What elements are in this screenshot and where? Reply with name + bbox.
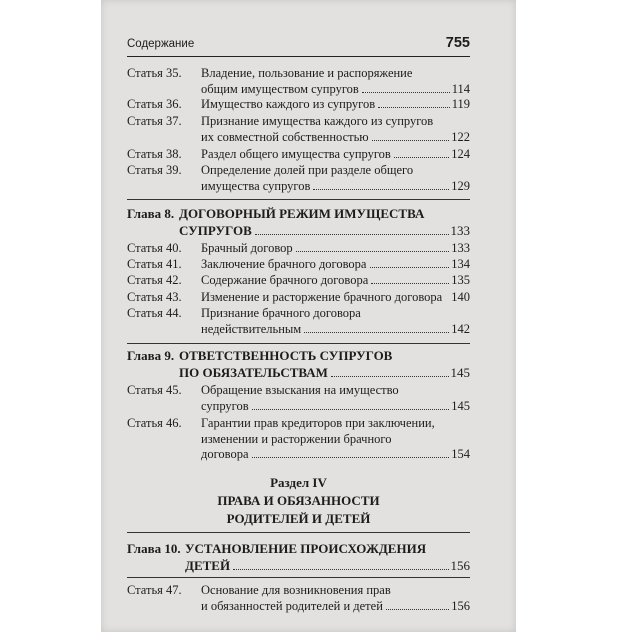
article-title: Обращение взыскания на имущество	[201, 383, 399, 397]
article-title-cont: изменении и расторжении брачного	[201, 431, 392, 446]
page-ref: 142	[451, 321, 470, 336]
section-divider	[127, 343, 470, 344]
page-ref: 124	[451, 147, 470, 161]
page-ref: 114	[451, 81, 470, 96]
dot-leader	[371, 283, 449, 284]
article-number: Статья 46.	[127, 416, 182, 430]
page-number: 755	[445, 35, 470, 51]
dot-leader	[370, 267, 450, 268]
dot-leader	[378, 107, 450, 108]
article-title: Признание имущества каждого из супругов	[201, 114, 434, 128]
book-page	[101, 0, 516, 632]
page-ref: 129	[451, 178, 470, 193]
dot-leader	[252, 457, 450, 458]
page-ref: 140	[451, 290, 470, 304]
article-title: Имущество каждого из супругов	[201, 97, 376, 111]
article-title-cont: и обязанностей родителей и детей	[201, 598, 383, 613]
toc-entry-article-47[interactable]	[127, 583, 470, 614]
toc-chapter-8[interactable]	[127, 206, 470, 239]
dot-leader	[252, 409, 450, 410]
section-divider	[127, 199, 470, 200]
chapter-number: Глава 8.	[127, 206, 175, 221]
article-number: Статья 47.	[127, 583, 182, 597]
chapter-title-cont: ПО ОБЯЗАТЕЛЬСТВАМ	[179, 364, 328, 380]
section-divider	[127, 577, 470, 578]
dot-leader	[313, 189, 449, 190]
page-ref: 134	[451, 257, 470, 271]
page-ref: 145	[450, 364, 470, 380]
chapter-number: Глава 9.	[127, 348, 175, 363]
toc-entry-article-44[interactable]	[127, 306, 470, 337]
article-title: Брачный договор	[201, 241, 293, 255]
running-header	[127, 35, 470, 55]
section-title-cont: РОДИТЕЛЕЙ И ДЕТЕЙ	[226, 511, 371, 526]
dot-leader	[255, 234, 449, 235]
article-number: Статья 37.	[127, 114, 182, 128]
article-title: Изменение и расторжение брачного договора	[201, 290, 443, 304]
header-rule	[127, 56, 470, 57]
page-ref: 122	[451, 129, 470, 144]
article-number: Статья 43.	[127, 290, 182, 304]
article-number: Статья 35.	[127, 66, 182, 80]
dot-leader	[362, 92, 450, 93]
toc-section-heading[interactable]	[127, 474, 470, 528]
article-title: Признание брачного договора	[201, 306, 361, 320]
page-ref: 154	[451, 447, 470, 461]
dot-leader	[372, 140, 450, 141]
dot-leader	[331, 376, 449, 377]
article-title: Владение, пользование и распоряжение	[201, 66, 413, 80]
page-ref: 156	[451, 598, 470, 613]
toc-entry-article-45[interactable]	[127, 383, 470, 414]
article-number: Статья 44.	[127, 306, 182, 320]
article-number: Статья 36.	[127, 97, 182, 111]
page-ref: 135	[451, 273, 470, 287]
toc-entry-article-41[interactable]	[127, 257, 470, 273]
page-ref: 156	[450, 557, 470, 573]
article-title-cont: имущества супругов	[201, 178, 311, 193]
article-number: Статья 42.	[127, 273, 182, 287]
chapter-title: УСТАНОВЛЕНИЕ ПРОИСХОЖДЕНИЯ	[185, 541, 427, 556]
section-title: ПРАВА И ОБЯЗАННОСТИ	[217, 493, 380, 508]
page-ref: 119	[451, 97, 470, 111]
article-title-cont: супругов	[201, 398, 249, 413]
toc-entry-article-46[interactable]	[127, 416, 470, 463]
section-divider	[127, 532, 470, 533]
chapter-title-cont: ДЕТЕЙ	[185, 557, 231, 573]
article-title: Содержание брачного договора	[201, 273, 369, 287]
article-title-cont: недействительным	[201, 321, 302, 336]
article-number: Статья 41.	[127, 257, 182, 271]
toc-entry-article-35[interactable]	[127, 66, 470, 97]
chapter-title: ДОГОВОРНЫЙ РЕЖИМ ИМУЩЕСТВА	[179, 206, 425, 221]
dot-leader	[296, 251, 450, 252]
toc-chapter-10[interactable]	[127, 541, 470, 574]
article-title: Раздел общего имущества супругов	[201, 147, 391, 161]
toc-entry-article-40[interactable]	[127, 241, 470, 257]
page-ref: 145	[451, 398, 470, 413]
chapter-number: Глава 10.	[127, 541, 181, 556]
article-title-cont: договора	[201, 447, 249, 461]
article-title-cont: их совместной собственностью	[201, 129, 369, 144]
chapter-title-cont: СУПРУГОВ	[179, 222, 252, 238]
running-header-section: Содержание	[127, 38, 195, 50]
toc-entry-article-38[interactable]	[127, 147, 470, 163]
article-title: Заключение брачного договора	[201, 257, 367, 271]
toc-chapter-9[interactable]	[127, 348, 470, 381]
toc-entry-article-42[interactable]	[127, 273, 470, 289]
article-number: Статья 39.	[127, 163, 182, 177]
toc-entry-article-39[interactable]	[127, 163, 470, 194]
article-title: Определение долей при разделе общего	[201, 163, 414, 177]
article-number: Статья 45.	[127, 383, 182, 397]
article-number: Статья 40.	[127, 241, 182, 255]
chapter-title: ОТВЕТСТВЕННОСТЬ СУПРУГОВ	[179, 348, 393, 363]
toc-entry-article-37[interactable]	[127, 114, 470, 145]
section-label: Раздел IV	[270, 475, 327, 490]
toc-entry-article-36[interactable]	[127, 97, 470, 113]
page-ref: 133	[450, 222, 470, 238]
article-number: Статья 38.	[127, 147, 182, 161]
article-title: Гарантии прав кредиторов при заключении,	[201, 416, 435, 430]
toc-entry-article-43[interactable]	[127, 290, 470, 306]
dot-leader	[233, 569, 448, 570]
article-title-cont: общим имуществом супругов	[201, 81, 359, 96]
article-title: Основание для возникновения прав	[201, 583, 391, 597]
dot-leader	[304, 332, 449, 333]
page-ref: 133	[451, 241, 470, 255]
dot-leader	[386, 609, 449, 610]
dot-leader	[394, 157, 449, 158]
